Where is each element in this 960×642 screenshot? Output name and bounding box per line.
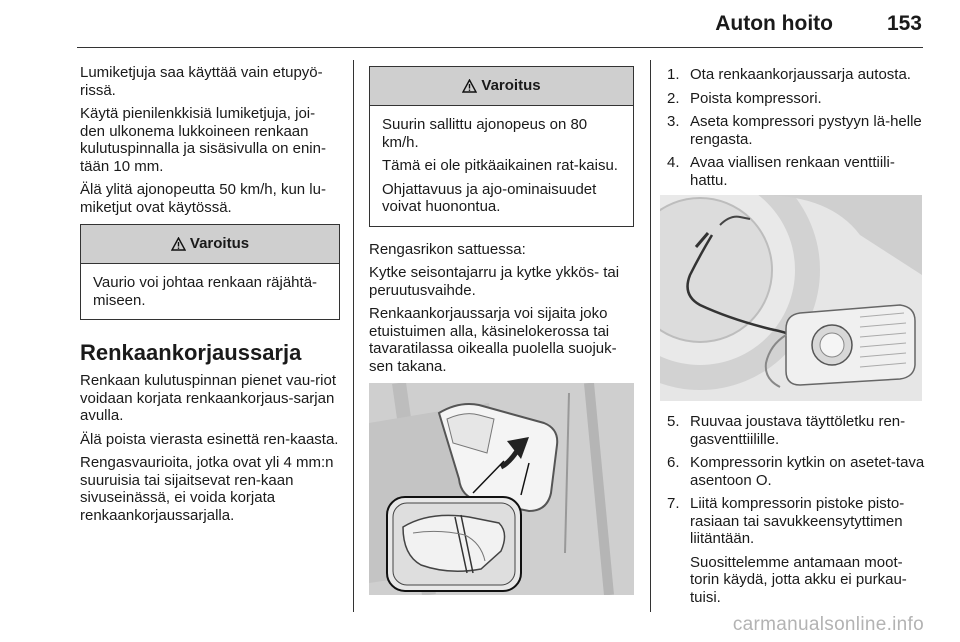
warning-temporary: Tämä ei ole pitkäaikainen rat-kaisu. (382, 157, 618, 174)
page-header (0, 0, 960, 50)
paragraph-repair-kit-intro: Renkaan kulutuspinnan pienet vau-riot voidaan korjata renkaankorjaus-sarjan avulla. (80, 372, 337, 424)
column-left (80, 64, 340, 530)
list-item: 2. Poista kompressori. (667, 89, 822, 107)
header-rule (77, 47, 923, 48)
section-title: Renkaankorjaussarja (80, 340, 302, 365)
paragraph-snow-chains-front: Lumiketjuja saa käyttää vain etupyö-rissä. (80, 64, 323, 99)
column-right (667, 64, 929, 612)
warning-label: Varoitus (481, 77, 541, 95)
paragraph-puncture: Rengasrikon sattuessa: (369, 240, 526, 258)
steps-list-a (667, 66, 929, 189)
column-middle (369, 64, 634, 595)
warning-handling: Ohjattavuus ja ajo-ominaisuudet voivat huonontua. (382, 180, 597, 215)
list-item: 6. Kompressorin kytkin on asetet-tava asentoon O. (667, 454, 925, 489)
column-divider-1 (353, 60, 354, 612)
note-engine-running: Suosittelemme antamaan moot-torin käydä, jotta akku ei purkau-tuisi. (690, 553, 907, 606)
watermark: carmanualsonline.info (732, 614, 924, 635)
list-item: 3. Aseta kompressori pystyyn lä-helle rengasta. (667, 113, 922, 148)
paragraph-repair-limits: Rengasvaurioita, jotka ovat yli 4 mm:n suuruisia tai sijaitsevat ren-kaan sivuseinässä, ei voida korjata renkaankorjaussarjalla. (80, 454, 334, 524)
page-number: 153 (886, 12, 922, 35)
warning-text: Vaurio voi johtaa renkaan räjähtä-miseen. (93, 274, 318, 309)
warning-label: Varoitus (189, 235, 250, 253)
warning-box-tyre (80, 224, 340, 320)
warning-header (81, 225, 339, 264)
paragraph-foreign-object: Älä poista vierasta esinettä ren-kaasta. (80, 430, 339, 448)
steps-list-b (667, 413, 929, 548)
page-header-title: Auton hoito (715, 12, 833, 35)
list-item: 1. Ota renkaankorjaussarja autosta. (667, 66, 911, 83)
paragraph-kit-location: Renkaankorjaussarja voi sijaita joko etuistuimen alla, käsinelokerossa tai tavaratilassa oikealla puolella suojuk-sen takana. (369, 305, 617, 375)
warning-box-speed (369, 66, 634, 227)
list-item: 5. Ruuvaa joustava täyttöletku ren-gasventtiilille. (667, 413, 906, 448)
warning-triangle-icon (462, 79, 477, 93)
paragraph-handbrake: Kytke seisontajarru ja kytke ykkös- tai peruutusvaihde. (369, 264, 620, 299)
paragraph-snow-chains-size: Käytä pienilenkkisiä lumiketjuja, joi-den ulkonema lukkoineen renkaan kulutuspinnalla ja sisäsivulla on enin-tään 10 mm. (80, 105, 326, 175)
list-item: 4. Avaa viallisen renkaan venttiili-hattu. (667, 154, 895, 189)
warning-speed-limit: Suurin sallittu ajonopeus on 80 km/h. (382, 116, 588, 151)
warning-header (370, 67, 633, 106)
figure-kit-location (369, 383, 634, 595)
paragraph-snow-chains-speed: Älä ylitä ajonopeutta 50 km/h, kun lu-miketjut ovat käytössä. (80, 181, 326, 216)
figure-compressor (660, 195, 922, 401)
list-item: 7. Liitä kompressorin pistoke pisto-rasiaan tai savukkeensytyttimen liitäntään. (667, 495, 905, 547)
column-divider-2 (650, 60, 651, 612)
warning-triangle-icon (171, 237, 186, 251)
